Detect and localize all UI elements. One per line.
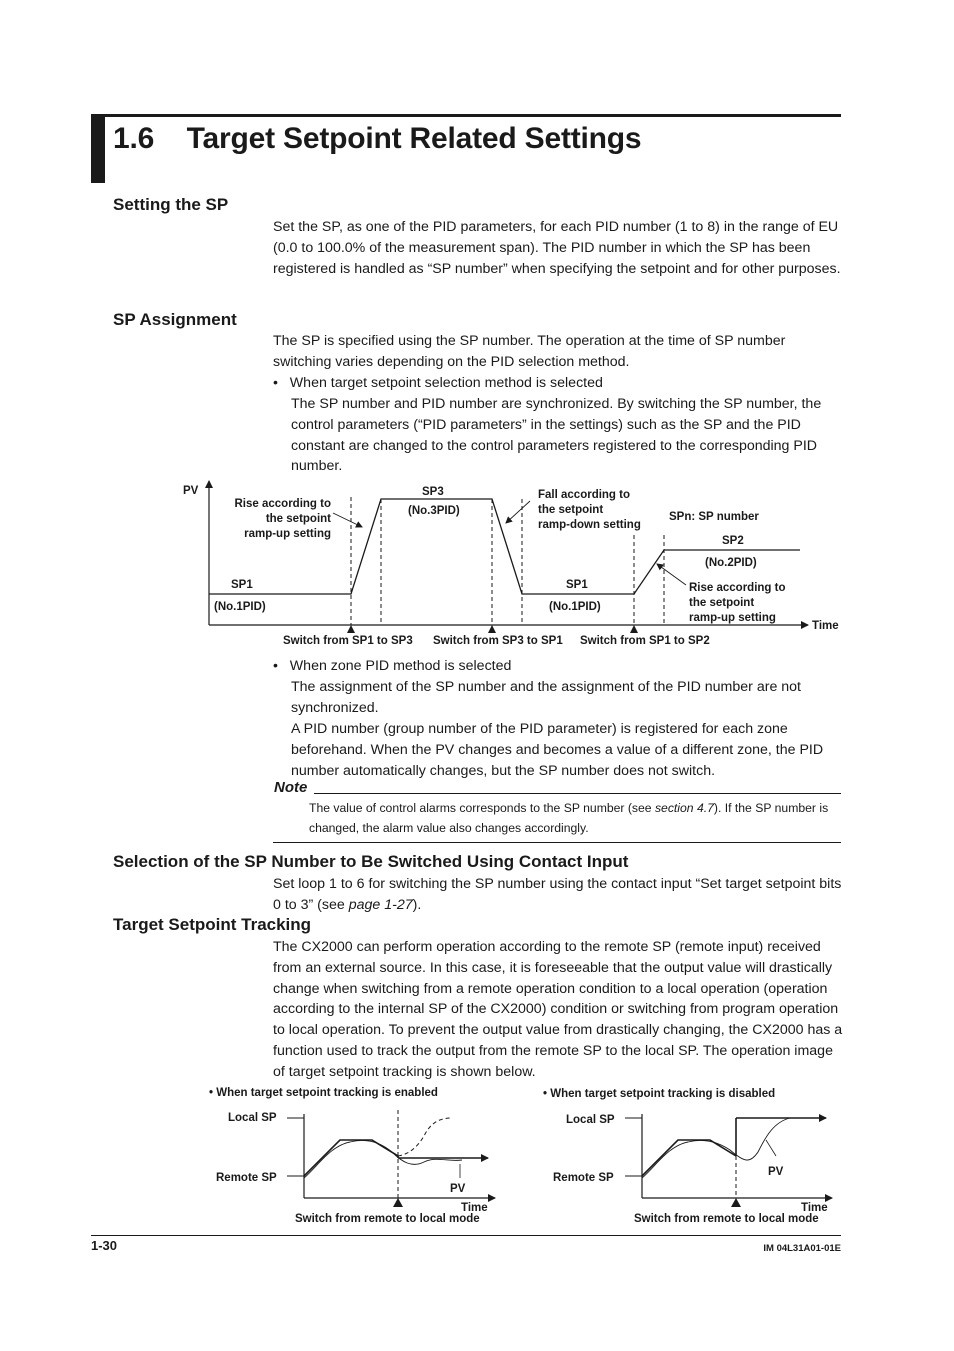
page-ref[interactable]: page 1-27 [348, 896, 413, 913]
sp1-label-a: SP1 [231, 579, 253, 591]
heading-sp-assignment: SP Assignment [113, 310, 237, 329]
bullet-zone-pid-body-1: The assignment of the SP number and the assignment of the PID number are not synchronized. [291, 679, 801, 716]
rise2-label-1: Rise according to [689, 582, 786, 594]
switch-marker-1 [347, 625, 355, 633]
rise2-label-3: ramp-up setting [689, 612, 776, 624]
enabled-time: Time [461, 1202, 488, 1214]
no3pid-label: (No.3PID) [408, 505, 460, 517]
note-text: The value of control alarms corresponds to the SP number (see section 4.7). If the SP number is changed, the alarm value also changes accordingly. [309, 801, 829, 835]
tracking-disabled-diagram [543, 1088, 832, 1225]
enabled-switch-label: Switch from remote to local mode [295, 1213, 480, 1225]
bullet-zone-pid-body-2: A PID number (group number of the PID parameter) is registered for each zone beforehand. When the PV changes and becomes a value of a different zone, the PID number automatically changes, but the SP number does not switch. [291, 721, 824, 779]
fall-label-3: ramp-down setting [538, 519, 641, 531]
rise-label-1: Rise according to [234, 498, 331, 510]
document-id: IM 04L31A01-01E [763, 1243, 841, 1254]
setting-sp-body: Set the SP, as one of the PID parameters, for each PID number (1 to 8) in the range of EU (0.0 to 100.0% of the measurement span). The PID number in which the SP has been registered is handled as “SP number” when specifying the setpoint and for other purposes. [273, 219, 841, 277]
disabled-switch-marker [731, 1198, 741, 1207]
note-section-ref[interactable]: section 4.7 [654, 801, 714, 815]
disabled-switch-label: Switch from remote to local mode [634, 1213, 819, 1225]
tracking-diagrams [0, 1080, 954, 1230]
bullet-target-setpoint: • When target setpoint selection method is selected [273, 375, 603, 391]
enabled-pv: PV [450, 1183, 466, 1195]
fall-label-1: Fall according to [538, 489, 631, 501]
switch-marker-3 [630, 625, 638, 633]
rise-label-2: the setpoint [265, 513, 331, 525]
bullet-zone-pid: • When zone PID method is selected [273, 658, 512, 674]
no2pid-label: (No.2PID) [705, 557, 757, 569]
footer-rule [91, 1235, 841, 1236]
sp3-label: SP3 [422, 486, 444, 498]
switch-label-1: Switch from SP1 to SP3 [283, 635, 413, 647]
time-label: Time [812, 620, 839, 632]
page-title: 1.6 Target Setpoint Related Settings [113, 122, 642, 155]
heading-setting-sp: Setting the SP [113, 195, 229, 214]
pv-label: PV [183, 485, 199, 497]
rise-label-3: ramp-up setting [244, 528, 331, 540]
sp2-label: SP2 [722, 535, 744, 547]
no1pid-label-b: (No.1PID) [549, 601, 601, 613]
spn-label: SPn: SP number [669, 511, 759, 523]
bullet-target-setpoint-body: The SP number and PID number are synchronized. By switching the SP number, the control parameters (“PID parameters” in the settings) such as the SP and the PID constant are changed to the control parameters registered to the corresponding PID number. [291, 396, 822, 475]
no1pid-label-a: (No.1PID) [214, 601, 266, 613]
switch-label-2: Switch from SP3 to SP1 [433, 635, 563, 647]
disabled-time: Time [801, 1202, 828, 1214]
sp-switching-diagram [0, 475, 954, 655]
switch-marker-2 [488, 625, 496, 633]
note-rule-top [314, 793, 841, 794]
tracking-body: The CX2000 can perform operation according to the remote SP (remote input) received from an external source. In this case, it is foreseeable that the output value will drastically change when switching from a remote operation condition to a local operation (operation according to the internal SP of the CX2000) condition or switching from program operation to local operation. To prevent the output value from drastically changing, the CX2000 has a function used to track the output from the remote SP to the local SP. The operation image of target setpoint tracking is shown below. [273, 939, 843, 1080]
title-bar [91, 114, 105, 183]
disabled-title: • When target setpoint tracking is disabled [543, 1088, 776, 1100]
page-number: 1-30 [91, 1238, 118, 1253]
fall-label-2: the setpoint [538, 504, 604, 516]
enabled-switch-marker [393, 1198, 403, 1207]
note-rule-bottom [273, 842, 841, 843]
enabled-title: • When target setpoint tracking is enabled [209, 1087, 438, 1099]
disabled-local-sp: Local SP [566, 1114, 615, 1126]
enabled-remote-sp: Remote SP [216, 1172, 277, 1184]
tracking-enabled-diagram [209, 1087, 495, 1225]
note-label: Note [274, 779, 308, 796]
heading-selection: Selection of the SP Number to Be Switched Using Contact Input [113, 852, 629, 871]
rise2-label-2: the setpoint [689, 597, 755, 609]
disabled-pv: PV [768, 1166, 784, 1178]
sp-assignment-body: The SP is specified using the SP number. The operation at the time of SP number switching varies depending on the PID selection method. [273, 333, 786, 370]
enabled-local-sp: Local SP [228, 1112, 277, 1124]
switch-label-3: Switch from SP1 to SP2 [580, 635, 710, 647]
sp1-label-b: SP1 [566, 579, 588, 591]
title-rule [91, 114, 841, 117]
heading-tracking: Target Setpoint Tracking [113, 915, 312, 934]
selection-body: Set loop 1 to 6 for switching the SP number using the contact input “Set target setpoint bits 0 to 3” (see page 1-27). [273, 876, 842, 913]
disabled-remote-sp: Remote SP [553, 1172, 614, 1184]
